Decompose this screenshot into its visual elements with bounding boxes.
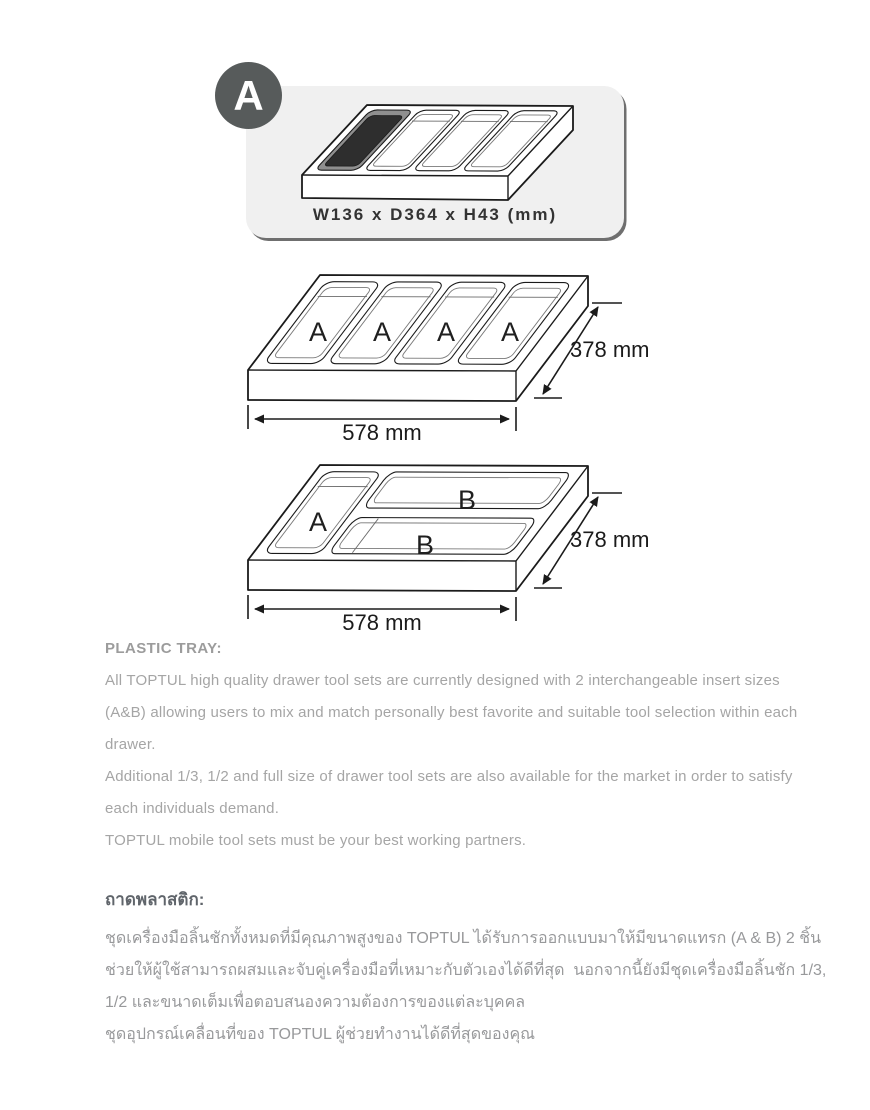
thai-text-line: ช่วยให้ผู้ใช้สามารถผสมและจับคู่เครื่องมือที่เหมาะกับตัวเองได้ดีที่สุด นอกจากนี้ยังมีชุดเครื่องมือลิ้นชัก 1/3, [105,962,827,979]
thai-description-section [105,886,827,1051]
thai-text-line: ชุดเครื่องมือลิ้นชักทั้งหมดที่มีคุณภาพสูงของ TOPTUL ได้รับการออกแบบมาให้มีขนาดแทรก (A & B) 2 ชิ้น [105,930,822,947]
english-section-heading: PLASTIC TRAY: [105,640,222,657]
compartment-label: A [500,317,520,347]
compartment-label: B [415,530,435,560]
tray-mixed-diagram [225,448,660,638]
tray-a-isometric-drawing [292,96,602,208]
width-dimension [248,405,516,445]
depth-label: 378 mm [570,337,650,362]
thai-text-line: 1/2 และขนาดเต็มเพื่อตอบสนองความต้องการของแต่ละบุคคล [105,994,526,1011]
thai-section-heading: ถาดพลาสติก: [105,890,205,909]
width-label: 578 mm [342,420,422,445]
english-text-line: All TOPTUL high quality drawer tool sets are currently designed with 2 interchangeable insert sizes [105,672,780,689]
compartment-label: A [308,317,328,347]
english-text-line: drawer. [105,736,156,753]
compartment-label: B [457,485,477,515]
width-dimension [248,595,516,635]
thai-text-line: ชุดอุปกรณ์เคลื่อนที่ของ TOPTUL ผู้ช่วยทำงานได้ดีที่สุดของคุณ [105,1026,535,1043]
compartment-label: A [372,317,392,347]
width-label: 578 mm [342,610,422,635]
compartment-label: A [436,317,456,347]
english-text-line: TOPTUL mobile tool sets must be your best working partners. [105,832,527,849]
size-a-badge [215,62,282,129]
english-text-line: Additional 1/3, 1/2 and full size of drawer tool sets are also available for the market in order to satisfy [105,768,793,785]
depth-label: 378 mm [570,527,650,552]
compartment-label: A [308,507,328,537]
tray-a-dimensions-text: W136 x D364 x H43 (mm) [312,205,558,224]
size-a-badge-label: A [233,71,264,119]
english-description-section [105,640,798,857]
english-text-line: (A&B) allowing users to mix and match personally best favorite and suitable tool selection within each [105,704,798,721]
english-text-line: each individuals demand. [105,800,280,817]
tray-four-slots-diagram [225,258,660,448]
